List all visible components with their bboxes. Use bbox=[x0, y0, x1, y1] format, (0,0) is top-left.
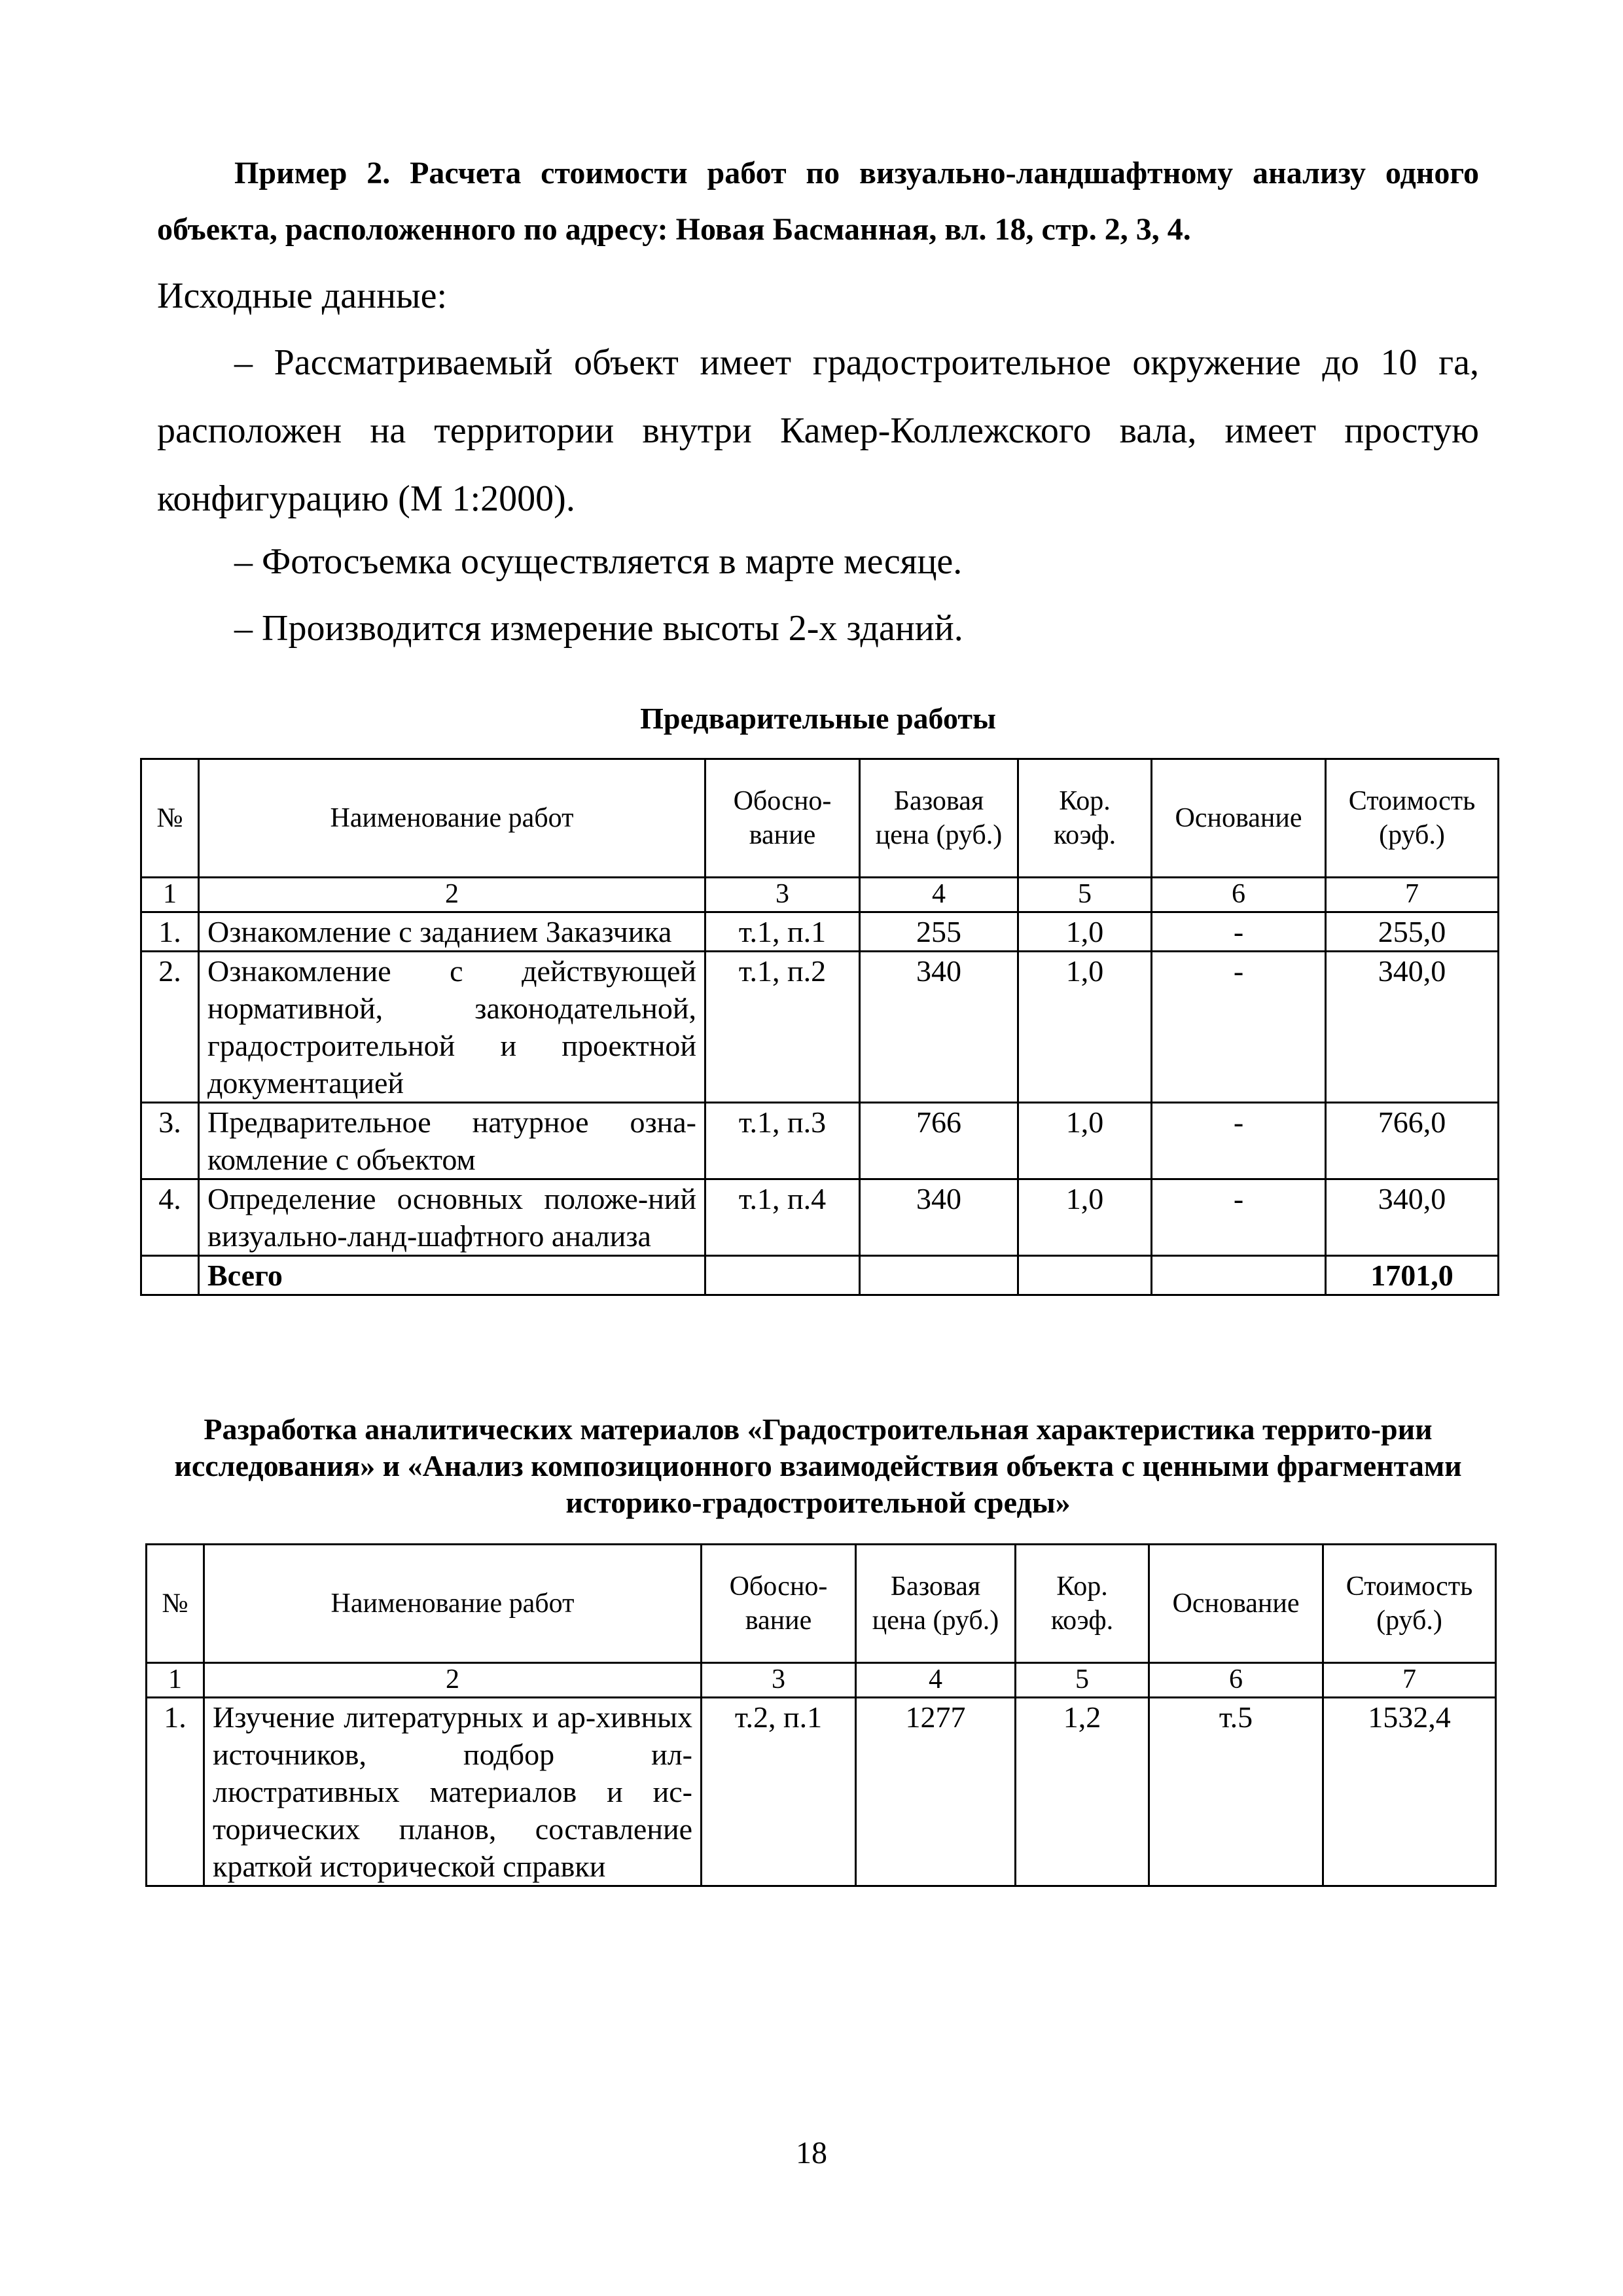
column-number: 5 bbox=[1018, 878, 1152, 912]
table-header-row bbox=[141, 759, 1499, 878]
col-cost-header: Стоимость (руб.) bbox=[1323, 1545, 1496, 1663]
coefficient: 1,0 bbox=[1018, 1179, 1152, 1256]
basis: - bbox=[1152, 1103, 1326, 1179]
coefficient: 1,2 bbox=[1016, 1698, 1149, 1886]
work-name: Ознакомление с действующей нормативной, законодательной, градостроительной и проектной документацией bbox=[199, 952, 705, 1103]
column-number-row bbox=[141, 878, 1499, 912]
column-number: 7 bbox=[1326, 878, 1499, 912]
cost: 1532,4 bbox=[1323, 1698, 1496, 1886]
col-base-price-header: Базовая цена (руб.) bbox=[856, 1545, 1016, 1663]
coefficient: 1,0 bbox=[1018, 912, 1152, 952]
column-number: 2 bbox=[204, 1663, 702, 1698]
column-number: 6 bbox=[1149, 1663, 1323, 1698]
table-row bbox=[141, 1179, 1499, 1256]
table-row bbox=[141, 1103, 1499, 1179]
basis: т.5 bbox=[1149, 1698, 1323, 1886]
cost: 255,0 bbox=[1326, 912, 1499, 952]
work-name: Изучение литературных и ар-хивных источников, подбор ил-люстративных материалов и ис-торических планов, составление краткой исторической справки bbox=[204, 1698, 702, 1886]
work-name: Ознакомление с заданием Заказчика bbox=[199, 912, 705, 952]
justification: т.1, п.2 bbox=[705, 952, 860, 1103]
work-name: Предварительное натурное озна-комление с объектом bbox=[199, 1103, 705, 1179]
col-cost-header: Стоимость (руб.) bbox=[1326, 759, 1499, 878]
row-number: 3. bbox=[141, 1103, 199, 1179]
table-row bbox=[147, 1698, 1496, 1886]
coefficient: 1,0 bbox=[1018, 1103, 1152, 1179]
basis: - bbox=[1152, 952, 1326, 1103]
table-header-row bbox=[147, 1545, 1496, 1663]
example-heading: Пример 2. Расчета стоимости работ по визуально-ландшафтному анализу одного объекта, расположенного по адресу: Новая Басманная, вл. 18, стр. 2, 3, 4. bbox=[157, 156, 1479, 247]
row-number: 2. bbox=[141, 952, 199, 1103]
col-basis-header: Основание bbox=[1149, 1545, 1323, 1663]
table1-caption: Предварительные работы bbox=[640, 702, 996, 735]
justification: т.2, п.1 bbox=[702, 1698, 856, 1886]
justification: т.1, п.1 bbox=[705, 912, 860, 952]
column-number: 5 bbox=[1016, 1663, 1149, 1698]
col-number-header: № bbox=[147, 1545, 204, 1663]
work-name: Определение основных положе-ний визуально-ланд-шафтного анализа bbox=[199, 1179, 705, 1256]
row-number: 1. bbox=[147, 1698, 204, 1886]
column-number: 7 bbox=[1323, 1663, 1496, 1698]
bullet-object: – Рассматриваемый объект имеет градостроительное окружение до 10 га, расположен на территории внутри Камер-Коллежского вала, имеет простую конфигурацию (М 1:2000). bbox=[157, 342, 1479, 519]
column-number-row bbox=[147, 1663, 1496, 1698]
cost: 340,0 bbox=[1326, 1179, 1499, 1256]
basis: - bbox=[1152, 912, 1326, 952]
basis: - bbox=[1152, 1179, 1326, 1256]
col-justification-header: Обосно-вание bbox=[705, 759, 860, 878]
coefficient: 1,0 bbox=[1018, 952, 1152, 1103]
table2-caption: Разработка аналитических материалов «Градостроительная характеристика террито-рии исследования» и «Анализ композиционного взаимодействия объекта с ценными фрагментами историко-градостроительной среды» bbox=[174, 1412, 1462, 1519]
total-value: 1701,0 bbox=[1326, 1256, 1499, 1295]
column-number: 4 bbox=[856, 1663, 1016, 1698]
total-row bbox=[141, 1256, 1499, 1295]
base-price: 255 bbox=[860, 912, 1018, 952]
column-number: 4 bbox=[860, 878, 1018, 912]
table-row bbox=[141, 912, 1499, 952]
col-coefficient-header: Кор. коэф. bbox=[1018, 759, 1152, 878]
justification: т.1, п.4 bbox=[705, 1179, 860, 1256]
preliminary-works-table bbox=[140, 758, 1499, 1296]
bullet-photo: – Фотосъемка осуществляется в марте месяце. bbox=[234, 541, 963, 582]
column-number: 3 bbox=[702, 1663, 856, 1698]
base-price: 1277 bbox=[856, 1698, 1016, 1886]
column-number: 6 bbox=[1152, 878, 1326, 912]
table-row bbox=[141, 952, 1499, 1103]
col-basis-header: Основание bbox=[1152, 759, 1326, 878]
col-number-header: № bbox=[141, 759, 199, 878]
cost: 766,0 bbox=[1326, 1103, 1499, 1179]
base-price: 766 bbox=[860, 1103, 1018, 1179]
column-number: 1 bbox=[147, 1663, 204, 1698]
bullet-measurement: – Производится измерение высоты 2-х зданий. bbox=[234, 608, 963, 649]
source-data-label: Исходные данные: bbox=[157, 276, 448, 316]
col-coefficient-header: Кор. коэф. bbox=[1016, 1545, 1149, 1663]
row-number: 4. bbox=[141, 1179, 199, 1256]
analytical-materials-table bbox=[145, 1543, 1497, 1887]
total-label: Всего bbox=[199, 1256, 705, 1295]
column-number: 2 bbox=[199, 878, 705, 912]
col-name-header: Наименование работ bbox=[204, 1545, 702, 1663]
column-number: 1 bbox=[141, 878, 199, 912]
base-price: 340 bbox=[860, 1179, 1018, 1256]
base-price: 340 bbox=[860, 952, 1018, 1103]
column-number: 3 bbox=[705, 878, 860, 912]
row-number: 1. bbox=[141, 912, 199, 952]
cost: 340,0 bbox=[1326, 952, 1499, 1103]
col-base-price-header: Базовая цена (руб.) bbox=[860, 759, 1018, 878]
col-justification-header: Обосно-вание bbox=[702, 1545, 856, 1663]
col-name-header: Наименование работ bbox=[199, 759, 705, 878]
justification: т.1, п.3 bbox=[705, 1103, 860, 1179]
page-number: 18 bbox=[796, 2136, 827, 2170]
